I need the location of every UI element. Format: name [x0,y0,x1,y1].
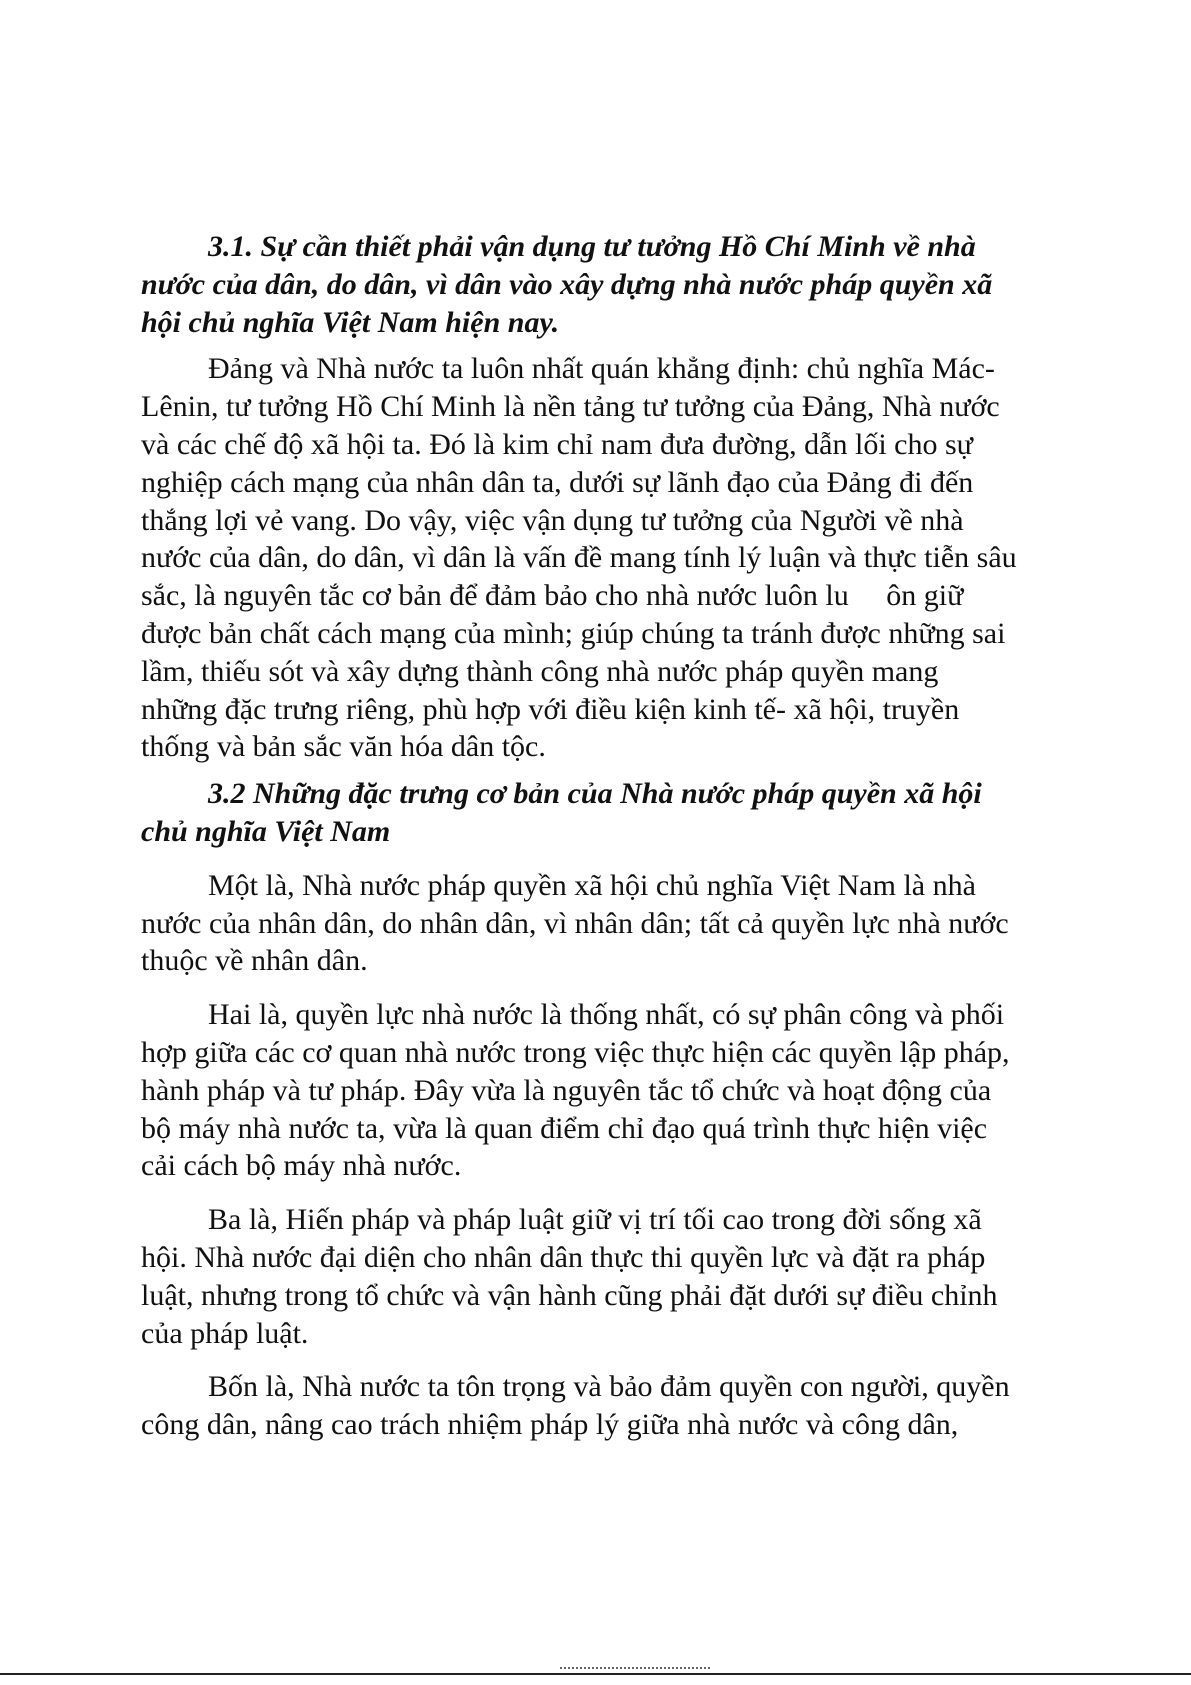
paragraph-line: thống và bản sắc văn hóa dân tộc. [141,730,546,764]
paragraph-line: lầm, thiếu sót và xây dựng thành công nhà nước pháp quyền mang [141,654,939,688]
paragraph-mot-la [141,867,1056,980]
paragraph-line: hợp giữa các cơ quan nhà nước trong việc thực hiện các quyền lập pháp, [141,1035,1010,1069]
paragraph-line: hành pháp và tư pháp. Đây vừa là nguyên tắc tổ chức và hoạt động của [141,1073,992,1107]
paragraph-line: luật, nhưng trong tổ chức và vận hành cũng phải đặt dưới sự điều chỉnh [141,1278,998,1312]
paragraph-line: Lênin, tư tưởng Hồ Chí Minh là nền tảng tư tưởng của Đảng, Nhà nước [141,390,1000,424]
paragraph-line: hội. Nhà nước đại diện cho nhân dân thực thi quyền lực và đặt ra pháp [141,1240,986,1274]
paragraph-line: Bốn là, Nhà nước ta tôn trọng và bảo đảm quyền con người, quyền [208,1370,1010,1404]
paragraph-ba-la [141,1201,1056,1352]
paragraph-intro [141,350,1056,766]
paragraph-line: cải cách bộ máy nhà nước. [141,1149,462,1183]
paragraph-line: bộ máy nhà nước ta, vừa là quan điểm chỉ đạo quá trình thực hiện việc [141,1111,988,1145]
paragraph-line: thắng lợi vẻ vang. Do vậy, việc vận dụng tư tưởng của Người về nhà [141,503,964,537]
paragraph-line: công dân, nâng cao trách nhiệm pháp lý giữa nhà nước và công dân, [141,1408,959,1442]
paragraph-line: Hai là, quyền lực nhà nước là thống nhất, có sự phân công và phối [208,998,1005,1032]
paragraph-bon-la [141,1368,1056,1444]
paragraph-line: nước của dân, do dân, vì dân là vấn đề mang tính lý luận và thực tiễn sâu [141,541,1017,575]
heading-line: 3.1. Sự cần thiết phải vận dụng tư tưởng Hồ Chí Minh về nhà [208,230,976,263]
section-heading-3-1 [141,228,1056,341]
section-heading-3-2 [141,775,1056,851]
paragraph-line: thuộc về nhân dân. [141,944,368,978]
paragraph-line: Ba là, Hiến pháp và pháp luật giữ vị trí tối cao trong đời sống xã [208,1203,982,1237]
paragraph-line: Một là, Nhà nước pháp quyền xã hội chủ nghĩa Việt Nam là nhà [208,868,976,902]
heading-line: nước của dân, do dân, vì dân vào xây dựng nhà nước pháp quyền xã [141,267,993,301]
paragraph-line: nghiệp cách mạng của nhân dân ta, dưới sự lãnh đạo của Đảng đi đến [141,465,974,499]
paragraph-hai-la [141,996,1056,1185]
paragraph-line: được bản chất cách mạng của mình; giúp chúng ta tránh được những sai [141,616,1006,650]
paragraph-line: những đặc trưng riêng, phù hợp với điều kiện kinh tế- xã hội, truyền [141,692,960,726]
footer-rule [0,1673,1191,1675]
paragraph-line: Đảng và Nhà nước ta luôn nhất quán khẳng định: chủ nghĩa Mác- [208,352,995,386]
paragraph-line: của pháp luật. [141,1316,309,1350]
page-content [141,228,1056,1444]
heading-line: chủ nghĩa Việt Nam [141,814,391,848]
paragraph-line: và các chế độ xã hội ta. Đó là kim chỉ nam đưa đường, dẫn lối cho sự [141,427,973,461]
heading-line: 3.2 Những đặc trưng cơ bản của Nhà nước pháp quyền xã hội [208,777,982,811]
heading-line: hội chủ nghĩa Việt Nam hiện nay. [141,305,560,339]
paragraph-line: nước của nhân dân, do nhân dân, vì nhân dân; tất cả quyền lực nhà nước [141,906,1009,940]
paragraph-line: sắc, là nguyên tắc cơ bản để đảm bảo cho nhà nước luôn lu ôn giữ [141,579,964,613]
